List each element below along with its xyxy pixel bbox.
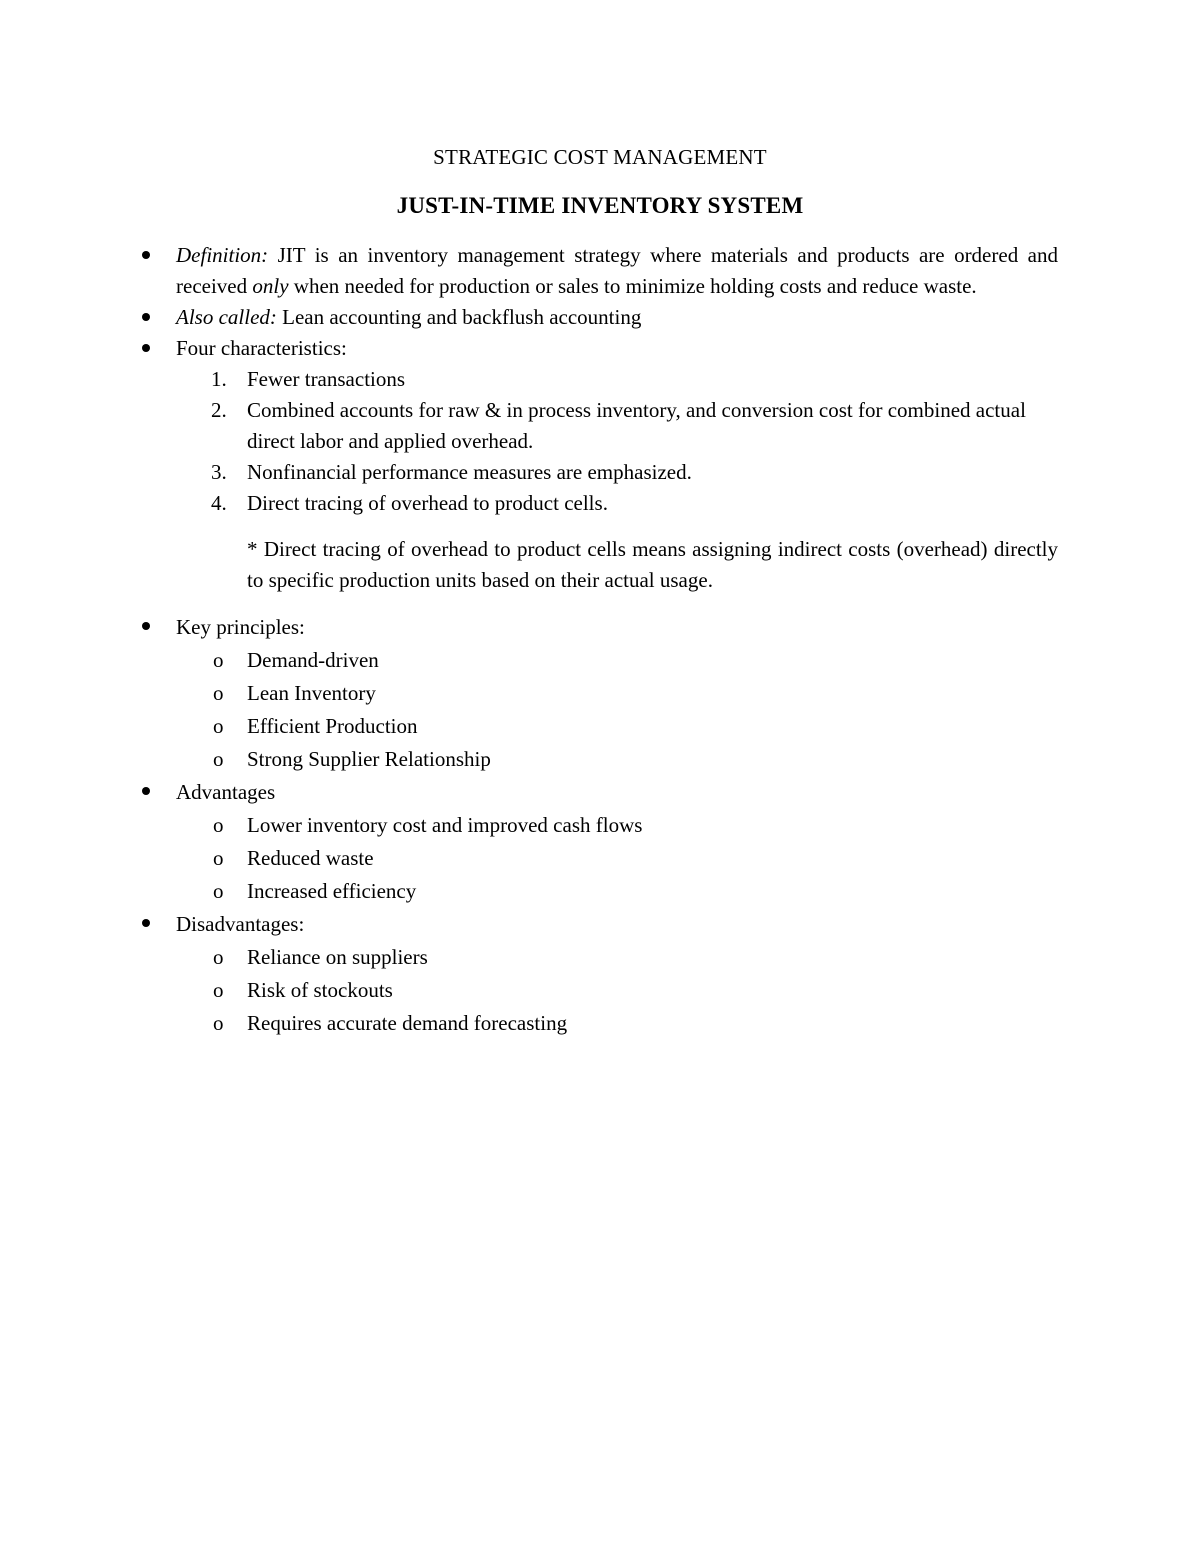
circle-bullet-icon: o: [213, 1011, 224, 1035]
key-principles-heading-item: [0, 611, 1200, 644]
disadvantages-heading: Disadvantages:: [176, 912, 305, 936]
key-principle-item: [0, 710, 1200, 743]
document-body: [0, 240, 1200, 1040]
characteristic-item: [0, 395, 1200, 457]
list-number: 4.: [211, 491, 227, 515]
key-principle-text: Demand-driven: [247, 648, 379, 672]
advantage-item: [0, 842, 1200, 875]
circle-bullet-icon: o: [213, 714, 224, 738]
circle-bullet-icon: o: [213, 879, 224, 903]
advantage-text: Reduced waste: [247, 846, 374, 870]
bullet-icon: [142, 344, 150, 352]
key-principle-item: [0, 677, 1200, 710]
disadvantage-text: Risk of stockouts: [247, 978, 393, 1002]
disadvantages-heading-item: [0, 908, 1200, 941]
circle-bullet-icon: o: [213, 945, 224, 969]
characteristics-note: * Direct tracing of overhead to product cells means assigning indirect costs (overhead) directly to specific production units based on their actual usage.: [247, 537, 1058, 592]
circle-bullet-icon: o: [213, 648, 224, 672]
disadvantage-item: [0, 1007, 1200, 1040]
bullet-icon: [142, 313, 150, 321]
bullet-icon: [142, 622, 150, 630]
definition-item: [0, 240, 1200, 302]
list-number: 2.: [211, 398, 227, 422]
circle-bullet-icon: o: [213, 747, 224, 771]
characteristics-heading: Four characteristics:: [176, 336, 347, 360]
characteristic-item: [0, 488, 1200, 519]
key-principle-text: Efficient Production: [247, 714, 418, 738]
bullet-icon: [142, 251, 150, 259]
characteristic-item: [0, 457, 1200, 488]
key-principle-text: Strong Supplier Relationship: [247, 747, 491, 771]
advantage-item: [0, 809, 1200, 842]
characteristic-text: Direct tracing of overhead to product cells.: [247, 491, 608, 515]
disadvantage-item: [0, 974, 1200, 1007]
also-called-item: [0, 302, 1200, 333]
advantages-heading-item: [0, 776, 1200, 809]
also-called-text: Lean accounting and backflush accounting: [276, 305, 642, 329]
characteristics-heading-item: [0, 333, 1200, 364]
definition-text-before: JIT is an inventory management strategy where materials and products are ordered and received: [176, 243, 1058, 298]
definition-emphasis: only: [252, 274, 289, 298]
also-called-label: Also called:: [176, 305, 277, 329]
bullet-icon: [142, 787, 150, 795]
advantage-item: [0, 875, 1200, 908]
advantages-heading: Advantages: [176, 780, 276, 804]
key-principle-item: [0, 743, 1200, 776]
characteristic-text: Fewer transactions: [247, 367, 406, 391]
characteristic-text: Nonfinancial performance measures are emphasized.: [247, 460, 692, 484]
characteristic-item: [0, 364, 1200, 395]
list-number: 3.: [211, 460, 227, 484]
key-principle-item: [0, 644, 1200, 677]
definition-text-after: when needed for production or sales to minimize holding costs and reduce waste.: [288, 274, 977, 298]
advantage-text: Lower inventory cost and improved cash flows: [247, 813, 643, 837]
circle-bullet-icon: o: [213, 978, 224, 1002]
bullet-icon: [142, 919, 150, 927]
disadvantage-item: [0, 941, 1200, 974]
circle-bullet-icon: o: [213, 813, 224, 837]
key-principle-text: Lean Inventory: [247, 681, 376, 705]
disadvantage-text: Reliance on suppliers: [247, 945, 428, 969]
circle-bullet-icon: o: [213, 846, 224, 870]
document-title: JUST-IN-TIME INVENTORY SYSTEM: [396, 193, 804, 218]
disadvantage-text: Requires accurate demand forecasting: [247, 1011, 568, 1035]
definition-label: Definition:: [176, 243, 269, 267]
document-subject: STRATEGIC COST MANAGEMENT: [433, 145, 767, 169]
list-number: 1.: [211, 367, 227, 391]
advantage-text: Increased efficiency: [247, 879, 417, 903]
characteristic-text: Combined accounts for raw & in process inventory, and conversion cost for combined actual direct labor and applied overhead.: [247, 398, 1026, 453]
circle-bullet-icon: o: [213, 681, 224, 705]
key-principles-heading: Key principles:: [176, 615, 305, 639]
